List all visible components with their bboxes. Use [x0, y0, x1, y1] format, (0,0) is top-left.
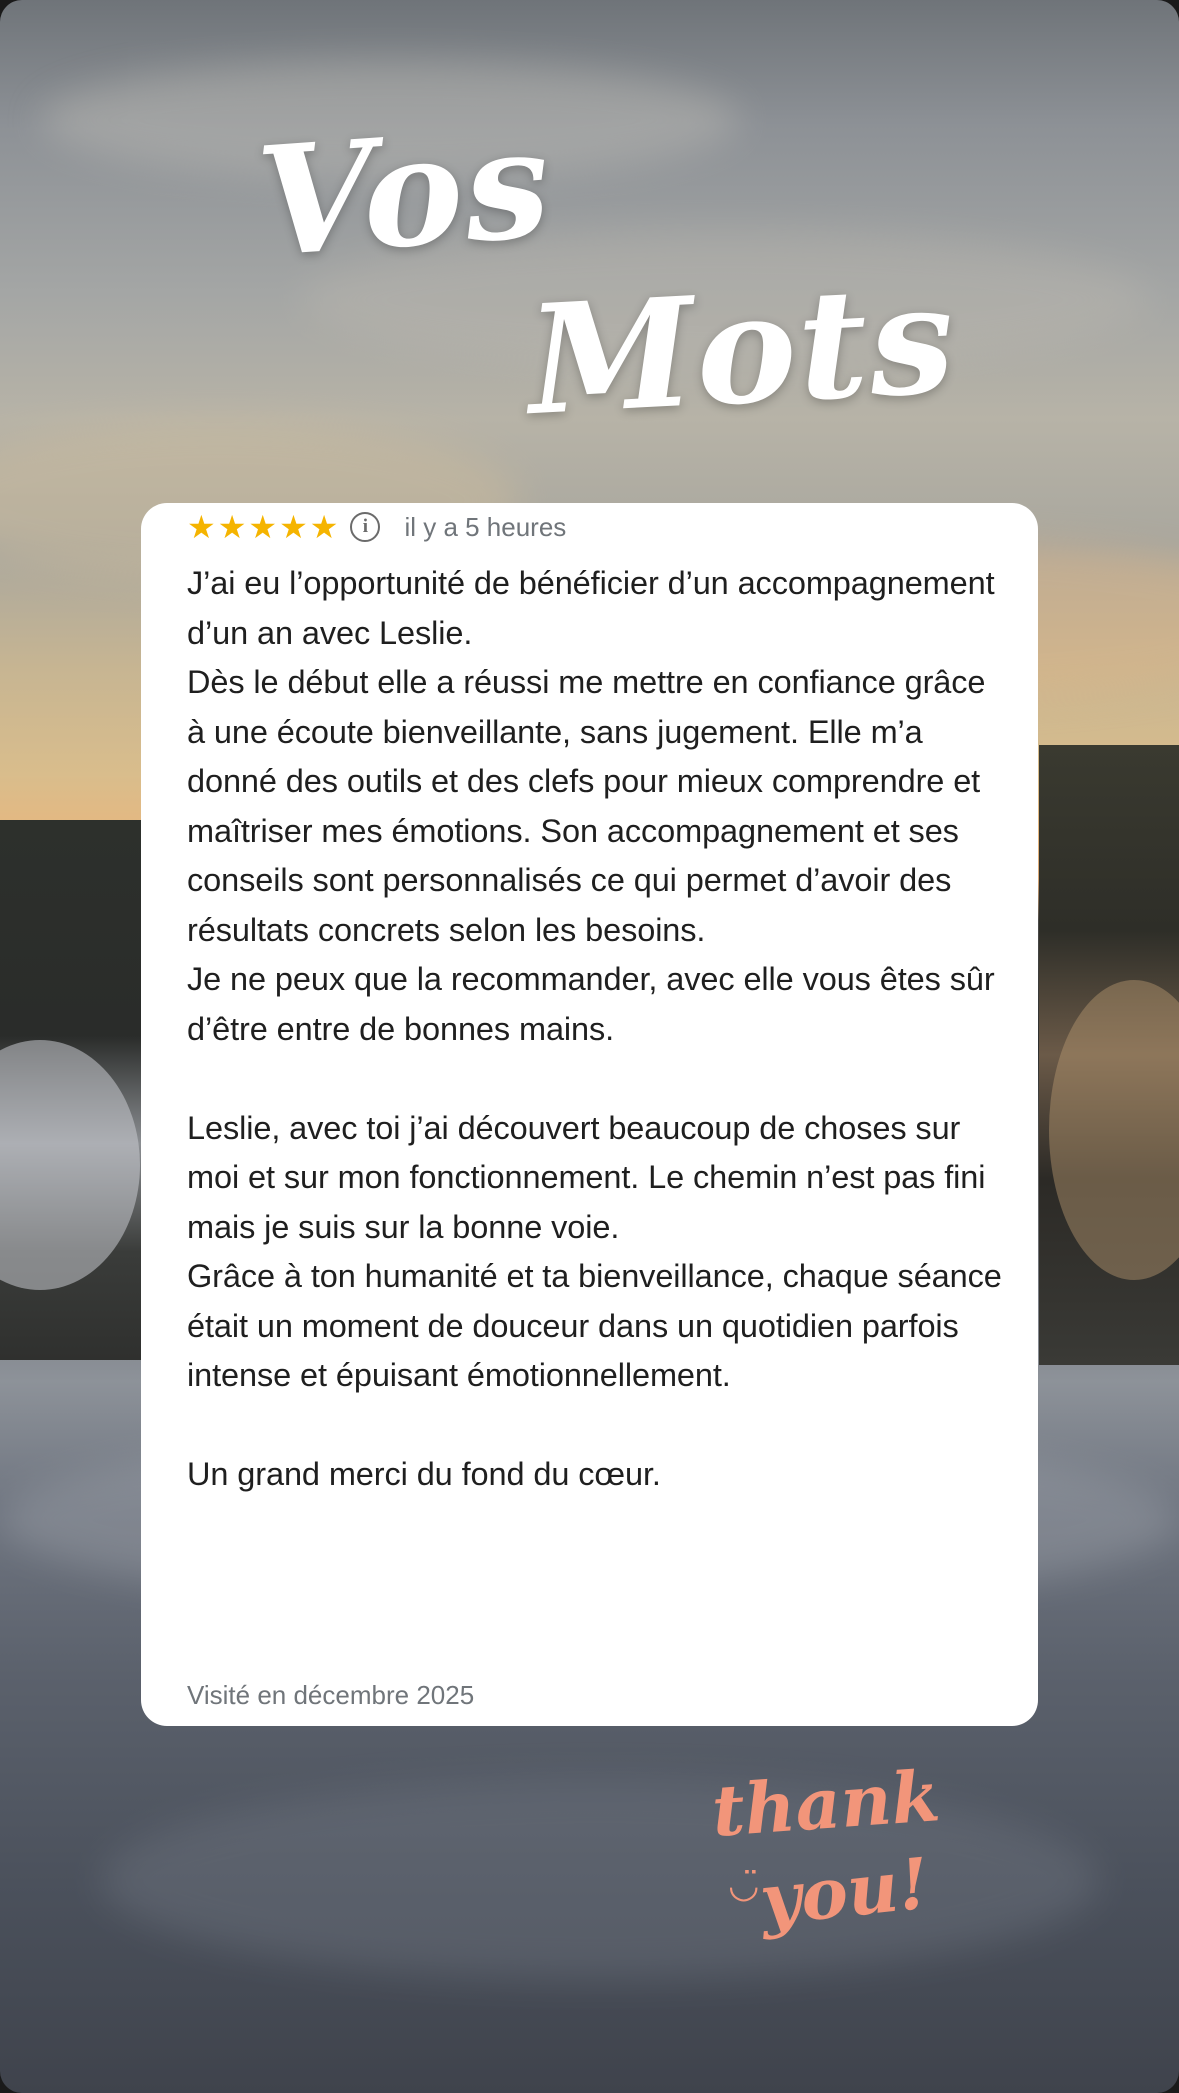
info-icon[interactable]: i [350, 512, 380, 542]
review-card [141, 503, 1038, 1726]
star-rating [187, 507, 338, 547]
review-paragraph: J’ai eu l’opportunité de bénéficier d’un accompagnement d’un an avec Leslie. [187, 565, 995, 651]
cloud-reflection [100, 1780, 1100, 1980]
smile-icon: ◡̈ [728, 1865, 760, 1906]
review-text [187, 559, 1007, 1500]
review-paragraph: Je ne peux que la recommander, avec elle vous êtes sûr d’être entre de bonnes mains. [187, 961, 995, 1047]
star-icon: ★ [279, 508, 308, 546]
review-header [187, 507, 566, 547]
thank-you-sticker-line-1: thank [709, 1754, 943, 1853]
review-timestamp: il y a 5 heures [404, 511, 567, 542]
title-line-1: Vos [252, 94, 557, 292]
thank-you-sticker-line-2: you! [756, 1841, 933, 1942]
visit-date: Visité en décembre 2025 [187, 1680, 475, 1710]
review-paragraph: Dès le début elle a réussi me mettre en confiance grâce à une écoute bienveillante, sans jugement. Elle m’a donné des outils et des clefs pour mieux comprendre et maîtriser mes émotions. Son accompagnement et ses conseils sont personnalisés ce qui permet d’avoir des résultats concrets selon les besoins. [187, 664, 986, 948]
title-line-2: Mots [523, 250, 961, 450]
review-paragraph: Un grand merci du fond du cœur. [187, 1456, 661, 1492]
review-paragraph: Grâce à ton humanité et ta bienveillance, chaque séance était un moment de douceur dans un quotidien parfois intense et épuisant émotionnellement. [187, 1258, 1002, 1393]
paragraph-spacer [187, 1054, 1007, 1104]
paragraph-spacer [187, 1401, 1007, 1451]
star-icon: ★ [309, 508, 339, 546]
review-paragraph: Leslie, avec toi j’ai découvert beaucoup de choses sur moi et sur mon fonctionnement. Le chemin n’est pas fini mais je suis sur la bonne voie. [187, 1109, 986, 1245]
star-icon: ★ [217, 508, 247, 546]
star-icon: ★ [248, 508, 278, 546]
star-icon: ★ [187, 508, 216, 546]
